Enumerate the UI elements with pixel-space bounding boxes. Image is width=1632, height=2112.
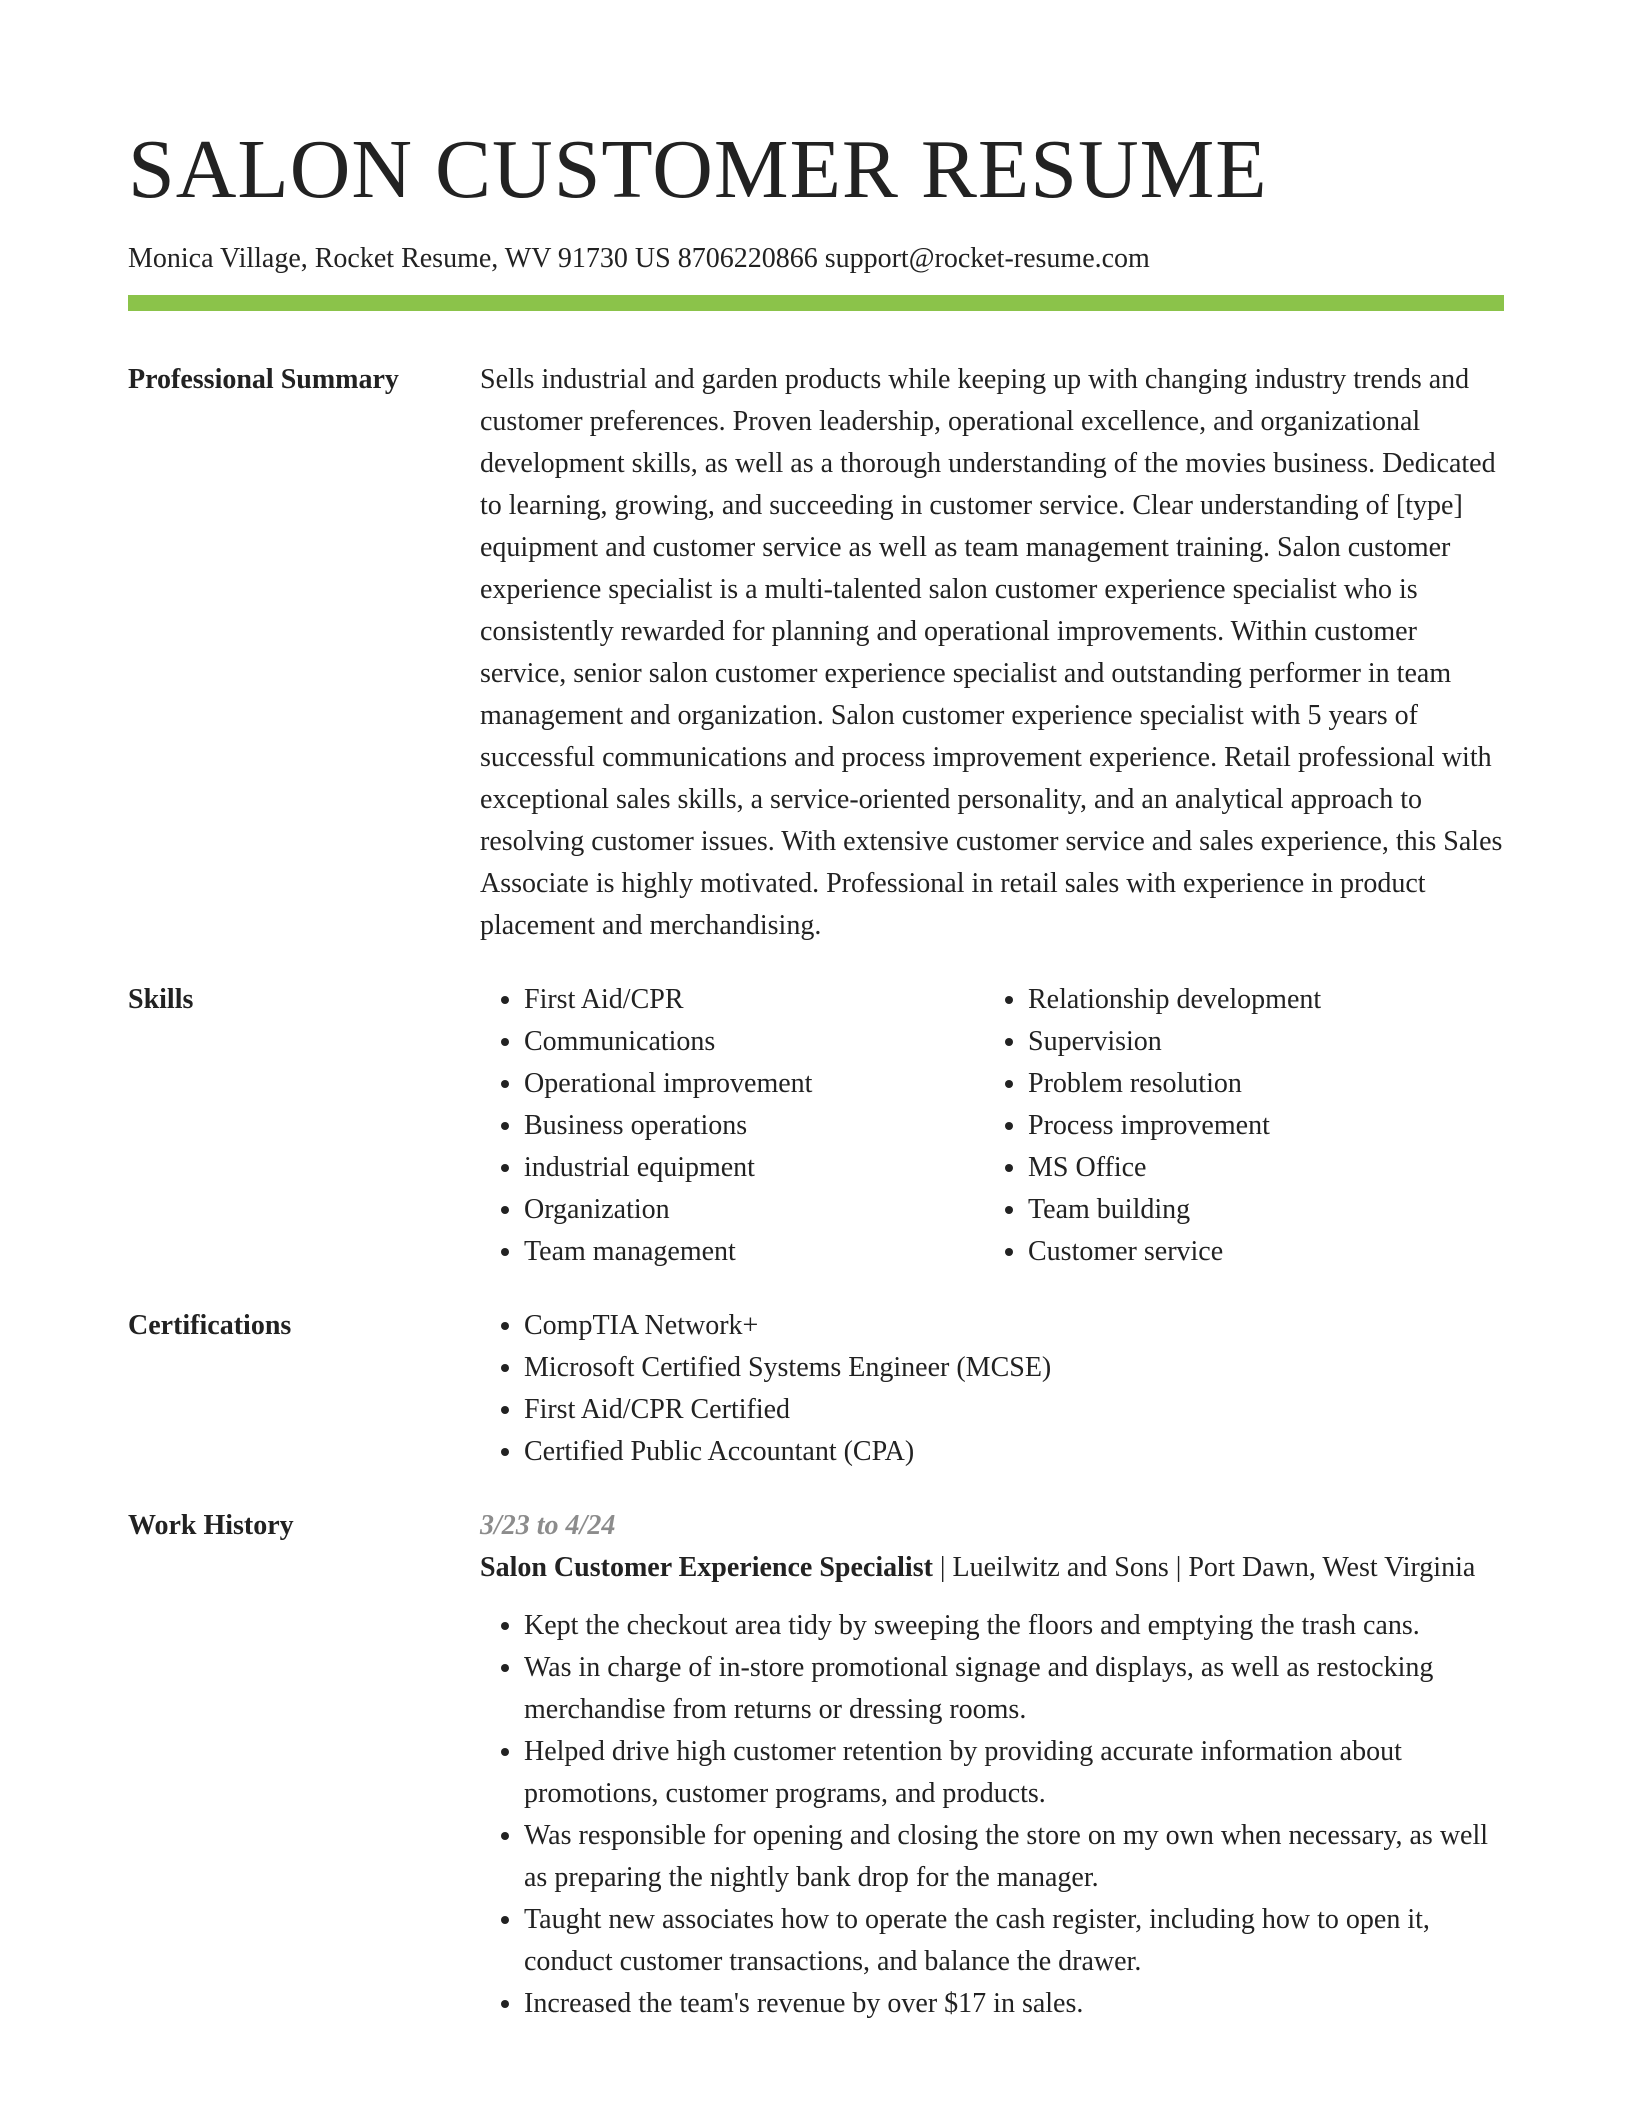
job-duty-item: • Increased the team's revenue by over $17 in sales. bbox=[524, 1983, 1504, 2025]
certifications-section bbox=[128, 1305, 1504, 1473]
skill-item: • First Aid/CPR bbox=[524, 979, 984, 1021]
job-title: Salon Customer Experience Specialist bbox=[480, 1552, 933, 1583]
section-label-work-history: Work History bbox=[128, 1510, 294, 1541]
job-duty-item: • Kept the checkout area tidy by sweeping the floors and emptying the trash cans. bbox=[524, 1605, 1504, 1647]
skills-list-left bbox=[480, 979, 984, 1273]
certification-item: • First Aid/CPR Certified bbox=[524, 1389, 1504, 1431]
skill-item: • industrial equipment bbox=[524, 1147, 984, 1189]
section-label-skills: Skills bbox=[128, 984, 194, 1015]
certification-item: • Microsoft Certified Systems Engineer (MCSE) bbox=[524, 1347, 1504, 1389]
work-history-section bbox=[128, 1505, 1504, 2025]
skills-section bbox=[128, 979, 1504, 1273]
skill-item: • Customer service bbox=[1028, 1231, 1321, 1273]
skill-item: • Relationship development bbox=[1028, 979, 1321, 1021]
header-divider bbox=[128, 295, 1504, 311]
certification-item: • Certified Public Accountant (CPA) bbox=[524, 1431, 1504, 1473]
job-company-location: | Lueilwitz and Sons | Port Dawn, West Virginia bbox=[932, 1552, 1476, 1583]
contact-info: Monica Village, Rocket Resume, WV 91730 US 8706220866 support@rocket-resume.com bbox=[128, 243, 1150, 274]
job-duty-item: • Was in charge of in-store promotional signage and displays, as well as restocking merchandise from returns or dressing rooms. bbox=[524, 1647, 1504, 1731]
skill-item: • Team management bbox=[524, 1231, 984, 1273]
summary-body bbox=[480, 359, 1504, 947]
certifications-body bbox=[480, 1305, 1504, 1473]
summary-text: Sells industrial and garden products while keeping up with changing industry trends and customer preferences. Proven leadership, operational excellence, and organizational development skills, as well as a thorough understanding of the movies business. Dedicated to learning, growing, and succeeding in customer service. Clear understanding of [type] equipment and customer service as well as team management training. Salon customer experience specialist is a multi-talented salon customer experience specialist who is consistently rewarded for planning and operational improvements. Within customer service, senior salon customer experience specialist and outstanding performer in team management and organization. Salon customer experience specialist with 5 years of successful communications and process improvement experience. Retail professional with exceptional sales skills, a service-oriented personality, and an analytical approach to resolving customer issues. With extensive customer service and sales experience, this Sales Associate is highly motivated. Professional in retail sales with experience in product placement and merchandising. bbox=[480, 364, 1503, 941]
skill-item: • Process improvement bbox=[1028, 1105, 1321, 1147]
job-duty-item: • Taught new associates how to operate the cash register, including how to open it, conduct customer transactions, and balance the drawer. bbox=[524, 1899, 1504, 1983]
job-dates: 3/23 to 4/24 bbox=[480, 1510, 616, 1541]
job-duty-item: • Was responsible for opening and closing the store on my own when necessary, as well as preparing the nightly bank drop for the manager. bbox=[524, 1815, 1504, 1899]
resume-page bbox=[128, 120, 1504, 2025]
certifications-list bbox=[480, 1305, 1504, 1473]
job-heading bbox=[480, 1547, 1504, 1589]
skill-item: • Supervision bbox=[1028, 1021, 1321, 1063]
skill-item: • Communications bbox=[524, 1021, 984, 1063]
job-duties-list bbox=[480, 1605, 1504, 2025]
skills-body bbox=[480, 979, 1504, 1273]
skills-list-right bbox=[984, 979, 1321, 1273]
skill-item: • Problem resolution bbox=[1028, 1063, 1321, 1105]
skill-item: • Business operations bbox=[524, 1105, 984, 1147]
skill-item: • Organization bbox=[524, 1189, 984, 1231]
certification-item: • CompTIA Network+ bbox=[524, 1305, 1504, 1347]
work-history-body bbox=[480, 1505, 1504, 2025]
section-label-certifications: Certifications bbox=[128, 1310, 292, 1341]
skill-item: • Team building bbox=[1028, 1189, 1321, 1231]
resume-title: SALON CUSTOMER RESUME bbox=[128, 123, 1268, 216]
skill-item: • Operational improvement bbox=[524, 1063, 984, 1105]
section-label-summary: Professional Summary bbox=[128, 364, 399, 395]
summary-section bbox=[128, 359, 1504, 947]
skill-item: • MS Office bbox=[1028, 1147, 1321, 1189]
job-duty-item: • Helped drive high customer retention by providing accurate information about promotions, customer programs, and products. bbox=[524, 1731, 1504, 1815]
